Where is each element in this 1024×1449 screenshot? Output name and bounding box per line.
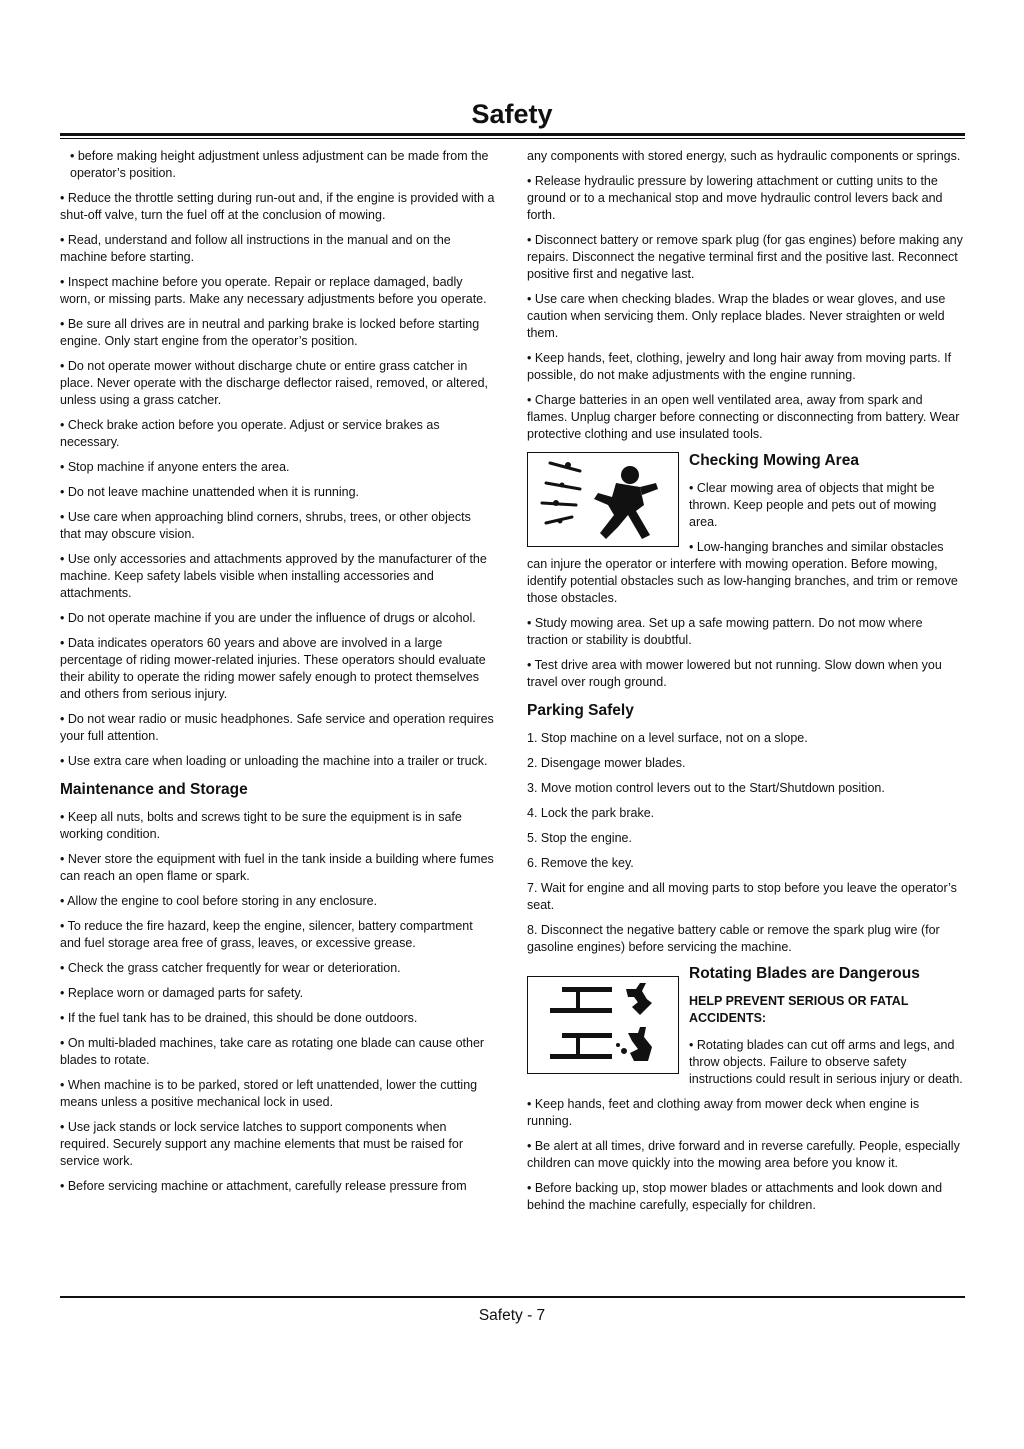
- list-item: any components with stored energy, such as hydraulic components or springs.: [527, 149, 961, 163]
- list-item: • Never store the equipment with fuel in the tank inside a building where fumes can reach an open flame or spark.: [60, 852, 494, 883]
- section-heading-parking: Parking Safely: [527, 702, 634, 719]
- list-item: • Do not wear radio or music headphones. Safe service and operation requires your full attention.: [60, 712, 494, 743]
- list-item: • Stop machine if anyone enters the area.: [60, 460, 290, 474]
- list-item: • On multi-bladed machines, take care as rotating one blade can cause other blades to rotate.: [60, 1036, 485, 1067]
- list-item: • Read, understand and follow all instructions in the manual and on the machine before starting.: [60, 233, 451, 264]
- list-item: • To reduce the fire hazard, keep the engine, silencer, battery compartment and fuel storage area free of grass, leaves, or excessive grease.: [60, 919, 473, 950]
- list-item: • Charge batteries in an open well ventilated area, away from spark and flames. Unplug charger before connecting or disconnecting from battery. Wear protective clothing and use insulated tools.: [527, 393, 960, 441]
- list-item: • before making height adjustment unless adjustment can be made from the operator’s position.: [70, 149, 489, 180]
- list-item: 6. Remove the key.: [527, 856, 634, 870]
- blade-hazard-icon: [528, 977, 678, 1073]
- right-column: [527, 148, 964, 1222]
- list-item: • Clear mowing area of objects that might be thrown. Keep people and pets out of mowing area.: [689, 481, 937, 529]
- page-title: Safety: [471, 99, 553, 129]
- list-item: • Before servicing machine or attachment, carefully release pressure from: [60, 1179, 467, 1193]
- list-item: • Do not operate mower without discharge chute or entire grass catcher in place. Never operate with the discharge deflector raised, removed, or altered, unless using a grass catcher.: [60, 359, 489, 407]
- list-item: • Inspect machine before you operate. Repair or replace damaged, badly worn, or missing parts. Make any necessary adjustments before you operate.: [60, 275, 487, 306]
- list-item: • If the fuel tank has to be drained, this should be done outdoors.: [60, 1011, 418, 1025]
- section-heading-maintenance: Maintenance and Storage: [60, 781, 248, 798]
- list-item: • Reduce the throttle setting during run-out and, if the engine is provided with a shut-off valve, turn the fuel off at the conclusion of mowing.: [60, 191, 495, 222]
- thrown-objects-icon: [528, 453, 678, 546]
- left-column: [60, 148, 495, 1203]
- list-item: • Do not leave machine unattended when it is running.: [60, 485, 360, 499]
- section-heading-rotating: Rotating Blades are Dangerous: [689, 965, 920, 982]
- thrown-objects-figure: [527, 452, 679, 547]
- section-subheading-accidents: HELP PREVENT SERIOUS OR FATAL ACCIDENTS:: [689, 994, 909, 1025]
- list-item: • Keep all nuts, bolts and screws tight to be sure the equipment is in safe working condition.: [60, 810, 462, 841]
- list-item: • Replace worn or damaged parts for safety.: [60, 986, 304, 1000]
- list-item: • Be alert at all times, drive forward and in reverse carefully. People, especially children can move quickly into the mowing area before you know it.: [527, 1139, 960, 1170]
- list-item: • Disconnect battery or remove spark plug (for gas engines) before making any repairs. Disconnect the negative terminal first and the positive last. Reconnect positive first and negative last.: [527, 233, 963, 281]
- list-item: • Use extra care when loading or unloading the machine into a trailer or truck.: [60, 754, 488, 768]
- list-item: • Release hydraulic pressure by lowering attachment or cutting units to the ground or to a mechanical stop and move hydraulic control levers back and forth.: [527, 174, 943, 222]
- list-item: • Check the grass catcher frequently for wear or deterioration.: [60, 961, 401, 975]
- list-item: 1. Stop machine on a level surface, not on a slope.: [527, 731, 808, 745]
- list-item: 7. Wait for engine and all moving parts to stop before you leave the operator’s seat.: [527, 881, 957, 912]
- list-item: • Low-hanging branches and similar obstacles can injure the operator or interfere with mowing operation. Before mowing, identify potential obstacles such as low-hanging branches, and trim or remove those obstacles.: [527, 540, 958, 605]
- list-item: • Use jack stands or lock service latches to support components when required. Securely support any machine elements that must be raised for service work.: [60, 1120, 463, 1168]
- list-item: • Use care when approaching blind corners, shrubs, trees, or other objects that may obscure vision.: [60, 510, 471, 541]
- header-rule-thick: [60, 133, 965, 136]
- header-rule-thin: [60, 138, 965, 139]
- blade-hazard-figure: [527, 976, 679, 1074]
- list-item: 8. Disconnect the negative battery cable or remove the spark plug wire (for gasoline engines) before servicing the machine.: [527, 923, 940, 954]
- footer-rule: [60, 1296, 965, 1298]
- list-item: • Use only accessories and attachments approved by the manufacturer of the machine. Keep safety labels visible when installing accessories and attachments.: [60, 552, 487, 600]
- list-item: • Test drive area with mower lowered but not running. Slow down when you travel over rough ground.: [527, 658, 942, 689]
- list-item: 4. Lock the park brake.: [527, 806, 655, 820]
- list-item: • Allow the engine to cool before storing in any enclosure.: [60, 894, 378, 908]
- list-item: • Be sure all drives are in neutral and parking brake is locked before starting engine. Only start engine from the operator’s position.: [60, 317, 480, 348]
- list-item: • Data indicates operators 60 years and above are involved in a large percentage of riding mower-related injuries. These operators should evaluate their ability to operate the riding mower safely enough to protect themselves and others from serious injury.: [60, 636, 486, 701]
- list-item: • Keep hands, feet and clothing away from mower deck when engine is running.: [527, 1097, 920, 1128]
- list-item: 3. Move motion control levers out to the Start/Shutdown position.: [527, 781, 885, 795]
- list-item: • Check brake action before you operate. Adjust or service brakes as necessary.: [60, 418, 440, 449]
- section-heading-checking: Checking Mowing Area: [689, 452, 859, 469]
- list-item: • Study mowing area. Set up a safe mowing pattern. Do not mow where traction or stability is doubtful.: [527, 616, 923, 647]
- page-number: Safety - 7: [478, 1307, 546, 1324]
- list-item: • Rotating blades can cut off arms and legs, and throw objects. Failure to observe safety instructions could result in serious injury or death.: [689, 1038, 963, 1086]
- list-item: • Use care when checking blades. Wrap the blades or wear gloves, and use caution when servicing them. Only replace blades. Never straighten or weld them.: [527, 292, 946, 340]
- list-item: 2. Disengage mower blades.: [527, 756, 686, 770]
- list-item: 5. Stop the engine.: [527, 831, 632, 845]
- list-item: • Keep hands, feet, clothing, jewelry and long hair away from moving parts. If possible, do not make adjustments with the engine running.: [527, 351, 952, 382]
- list-item: • Before backing up, stop mower blades or attachments and look down and behind the machine carefully, especially for children.: [527, 1181, 943, 1212]
- list-item: • Do not operate machine if you are under the influence of drugs or alcohol.: [60, 611, 476, 625]
- list-item: • When machine is to be parked, stored or left unattended, lower the cutting means unless a positive mechanical lock in used.: [60, 1078, 478, 1109]
